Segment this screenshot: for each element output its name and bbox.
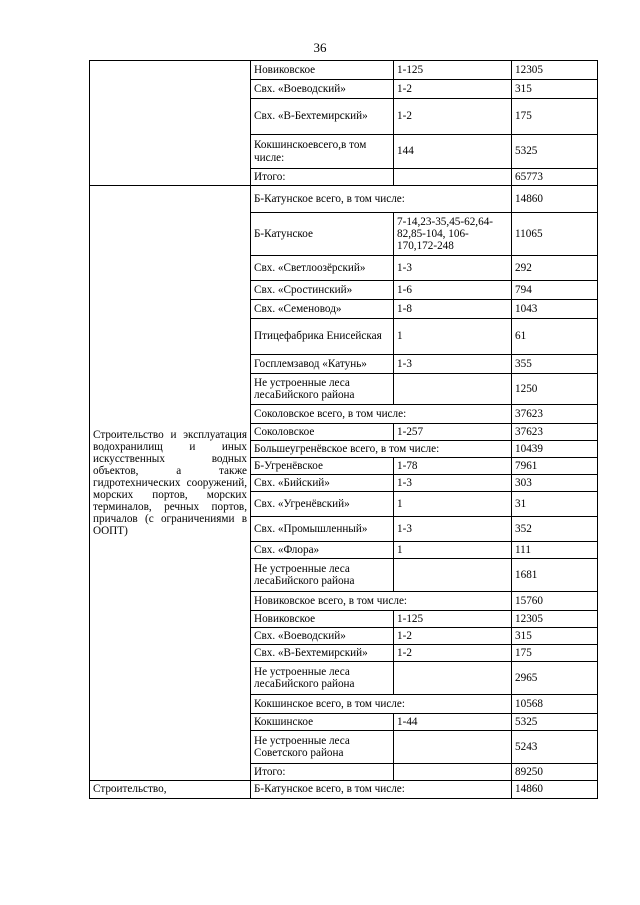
area-cell: 11065 bbox=[512, 213, 598, 256]
area-cell: 12305 bbox=[512, 61, 598, 80]
forestry-name-cell: Свх. «Флора» bbox=[251, 542, 394, 559]
subtotal-label-cell: Новиковское всего, в том числе: bbox=[251, 592, 512, 611]
subtotal-area-cell: 14860 bbox=[512, 186, 598, 213]
quarter-numbers-cell: 1-8 bbox=[394, 300, 512, 319]
table-row bbox=[90, 781, 598, 799]
quarter-numbers-cell bbox=[394, 764, 512, 781]
area-cell: 31 bbox=[512, 492, 598, 517]
forest-quarters-table bbox=[89, 60, 598, 799]
forestry-name-cell: Не устроенные леса Советского района bbox=[251, 731, 394, 764]
forestry-name-cell: Свх. «Сростинский» bbox=[251, 281, 394, 300]
forestry-name-cell: Птицефабрика Енисейская bbox=[251, 319, 394, 355]
area-cell: 315 bbox=[512, 628, 598, 645]
forestry-name-cell: Госплемзавод «Катунь» bbox=[251, 355, 394, 374]
area-cell: 355 bbox=[512, 355, 598, 374]
forestry-name-cell: Кокшинское bbox=[251, 714, 394, 731]
quarter-numbers-cell: 1 bbox=[394, 542, 512, 559]
area-cell: 315 bbox=[512, 80, 598, 99]
quarter-numbers-cell: 1-2 bbox=[394, 80, 512, 99]
quarter-numbers-cell: 1-44 bbox=[394, 714, 512, 731]
quarter-numbers-cell: 1-2 bbox=[394, 99, 512, 135]
forestry-name-cell: Свх. «Семеновод» bbox=[251, 300, 394, 319]
forestry-name-cell: Свх. «Бийский» bbox=[251, 475, 394, 492]
area-cell: 5325 bbox=[512, 714, 598, 731]
area-cell: 12305 bbox=[512, 611, 598, 628]
quarter-numbers-cell: 144 bbox=[394, 135, 512, 169]
forestry-name-cell: Новиковское bbox=[251, 61, 394, 80]
area-cell: 37623 bbox=[512, 424, 598, 441]
table-body bbox=[90, 61, 598, 799]
forestry-name-cell: Б-Угренёвское bbox=[251, 458, 394, 475]
subtotal-label-cell: Б-Катунское всего, в том числе: bbox=[251, 186, 512, 213]
quarter-numbers-cell: 1 bbox=[394, 492, 512, 517]
area-cell: 303 bbox=[512, 475, 598, 492]
subtotal-area-cell: 15760 bbox=[512, 592, 598, 611]
subtotal-area-cell: 10439 bbox=[512, 441, 598, 458]
quarter-numbers-cell: 1-2 bbox=[394, 628, 512, 645]
area-cell: 175 bbox=[512, 99, 598, 135]
area-cell: 65773 bbox=[512, 169, 598, 186]
quarter-numbers-cell bbox=[394, 169, 512, 186]
quarter-numbers-cell: 1-125 bbox=[394, 611, 512, 628]
quarter-numbers-cell: 1-78 bbox=[394, 458, 512, 475]
quarter-numbers-cell: 1 bbox=[394, 319, 512, 355]
forestry-name-cell: Свх. «Светлоозёрский» bbox=[251, 256, 394, 281]
area-cell: 1043 bbox=[512, 300, 598, 319]
subtotal-label-cell: Б-Катунское всего, в том числе: bbox=[251, 781, 512, 799]
table-row bbox=[90, 61, 598, 80]
subtotal-area-cell: 10568 bbox=[512, 695, 598, 714]
activity-cell: Строительство и эксплуатация водохранилищ и иных искусственных водных объектов, а также гидротехнических сооружений, морских портов, морских терминалов, речных портов, причалов (с ограничениями в ООПТ) bbox=[90, 186, 251, 781]
activity-cell bbox=[90, 61, 251, 186]
forestry-name-cell: Не устроенные леса лесаБийского района bbox=[251, 559, 394, 592]
forestry-name-cell: Свх. «Воеводский» bbox=[251, 628, 394, 645]
quarter-numbers-cell: 1-3 bbox=[394, 256, 512, 281]
quarter-numbers-cell bbox=[394, 559, 512, 592]
quarter-numbers-cell: 1-125 bbox=[394, 61, 512, 80]
area-cell: 352 bbox=[512, 517, 598, 542]
subtotal-area-cell: 14860 bbox=[512, 781, 598, 799]
area-cell: 89250 bbox=[512, 764, 598, 781]
area-cell: 2965 bbox=[512, 662, 598, 695]
subtotal-label-cell: Большеугренёвское всего, в том числе: bbox=[251, 441, 512, 458]
area-cell: 5325 bbox=[512, 135, 598, 169]
forestry-name-cell: Новиковское bbox=[251, 611, 394, 628]
quarter-numbers-cell bbox=[394, 731, 512, 764]
forestry-name-cell: Свх. «Промышленный» bbox=[251, 517, 394, 542]
quarter-numbers-cell: 1-3 bbox=[394, 517, 512, 542]
area-cell: 61 bbox=[512, 319, 598, 355]
area-cell: 1250 bbox=[512, 374, 598, 405]
quarter-numbers-cell: 1-3 bbox=[394, 475, 512, 492]
quarter-numbers-cell: 1-2 bbox=[394, 645, 512, 662]
area-cell: 1681 bbox=[512, 559, 598, 592]
forestry-name-cell: Не устроенные леса лесаБийского района bbox=[251, 374, 394, 405]
subtotal-label-cell: Кокшинское всего, в том числе: bbox=[251, 695, 512, 714]
forestry-name-cell: Итого: bbox=[251, 169, 394, 186]
quarter-numbers-cell: 1-6 bbox=[394, 281, 512, 300]
subtotal-label-cell: Соколовское всего, в том числе: bbox=[251, 405, 512, 424]
activity-cell: Строительство, bbox=[90, 781, 251, 799]
table-row bbox=[90, 186, 598, 213]
area-cell: 5243 bbox=[512, 731, 598, 764]
forestry-name-cell: Итого: bbox=[251, 764, 394, 781]
quarter-numbers-cell bbox=[394, 662, 512, 695]
forestry-name-cell: Б-Катунское bbox=[251, 213, 394, 256]
quarter-numbers-cell: 1-257 bbox=[394, 424, 512, 441]
area-cell: 794 bbox=[512, 281, 598, 300]
page-number: 36 bbox=[313, 40, 327, 55]
forestry-name-cell: Не устроенные леса лесаБийского района bbox=[251, 662, 394, 695]
quarter-numbers-cell bbox=[394, 374, 512, 405]
quarter-numbers-cell: 7-14,23-35,45-62,64-82,85-104, 106-170,172-248 bbox=[394, 213, 512, 256]
area-cell: 175 bbox=[512, 645, 598, 662]
forestry-name-cell: Свх. «Воеводский» bbox=[251, 80, 394, 99]
area-cell: 111 bbox=[512, 542, 598, 559]
forestry-name-cell: Свх. «Угренёвский» bbox=[251, 492, 394, 517]
subtotal-area-cell: 37623 bbox=[512, 405, 598, 424]
area-cell: 7961 bbox=[512, 458, 598, 475]
forestry-name-cell: Соколовское bbox=[251, 424, 394, 441]
area-cell: 292 bbox=[512, 256, 598, 281]
forestry-name-cell: Свх. «В-Бехтемирский» bbox=[251, 99, 394, 135]
quarter-numbers-cell: 1-3 bbox=[394, 355, 512, 374]
forestry-name-cell: Кокшинскоевсего,в том числе: bbox=[251, 135, 394, 169]
forestry-name-cell: Свх. «В-Бехтемирский» bbox=[251, 645, 394, 662]
